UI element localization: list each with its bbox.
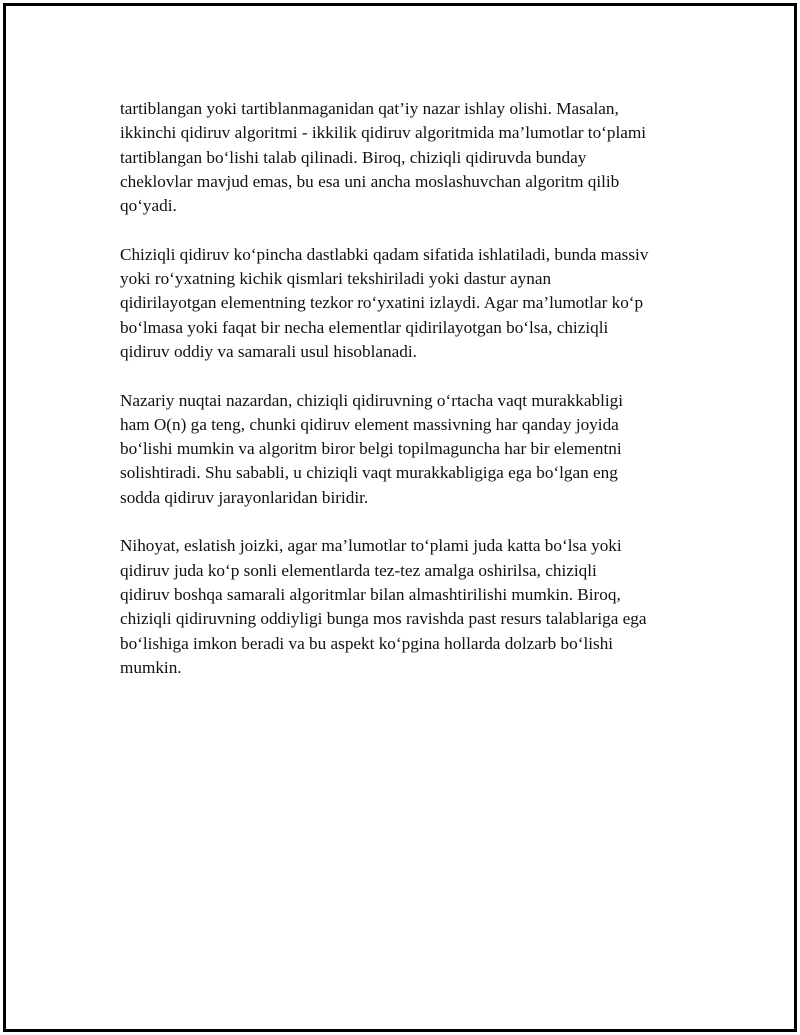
text-line: sodda qidiruv jarayonlaridan biridir.	[120, 487, 369, 507]
paragraph-1	[120, 97, 700, 218]
paragraph-2	[120, 243, 700, 364]
text-line: Nazariy nuqtai nazardan, chiziqli qidiruvning o‘rtacha vaqt murakkabligi	[120, 390, 624, 410]
text-line: mumkin.	[120, 657, 182, 677]
text-line: ikkinchi qidiruv algoritmi - ikkilik qidiruv algoritmida ma’lumotlar to‘plami	[120, 123, 647, 143]
page-frame	[3, 3, 797, 1032]
text-line: qidirilayotgan elementning tezkor ro‘yxatini izlaydi. Agar ma’lumotlar ko‘p	[120, 293, 644, 313]
text-line: qidiruv juda ko‘p sonli elementlarda tez-tez amalga oshirilsa, chiziqli	[120, 560, 597, 580]
text-line: bo‘lishiga imkon beradi va bu aspekt ko‘pgina hollarda dolzarb bo‘lishi	[120, 633, 614, 653]
text-line: Chiziqli qidiruv ko‘pincha dastlabki qadam sifatida ishlatiladi, bunda massiv	[120, 244, 649, 264]
text-line: tartiblangan yoki tartiblanmaganidan qat’iy nazar ishlay olishi. Masalan,	[120, 99, 619, 118]
text-line: yoki ro‘yxatning kichik qismlari tekshiriladi yoki dastur aynan	[120, 269, 552, 289]
document-body	[120, 97, 700, 704]
text-line: solishtiradi. Shu sababli, u chiziqli vaqt murakkabligiga ega bo‘lgan eng	[120, 463, 618, 483]
text-line: cheklovlar mavjud emas, bu esa uni ancha moslashuvchan algoritm qilib	[120, 171, 620, 191]
paragraph-4	[120, 534, 700, 680]
paragraph-3	[120, 389, 700, 510]
text-line: qo‘yadi.	[120, 196, 177, 216]
text-line: tartiblangan bo‘lishi talab qilinadi. Biroq, chiziqli qidiruvda bunday	[120, 147, 587, 167]
text-line: Nihoyat, eslatish joizki, agar ma’lumotlar to‘plami juda katta bo‘lsa yoki	[120, 536, 622, 556]
text-line: bo‘lishi mumkin va algoritm biror belgi topilmaguncha har bir elementni	[120, 439, 622, 459]
text-line: ham O(n) ga teng, chunki qidiruv element massivning har qanday joyida	[120, 414, 619, 434]
text-line: qidiruv boshqa samarali algoritmlar bilan almashtirilishi mumkin. Biroq,	[120, 584, 621, 604]
text-line: chiziqli qidiruvning oddiyligi bunga mos ravishda past resurs talablariga ega	[120, 609, 647, 629]
text-line: bo‘lmasa yoki faqat bir necha elementlar qidirilayotgan bo‘lsa, chiziqli	[120, 317, 609, 337]
text-line: qidiruv oddiy va samarali usul hisoblanadi.	[120, 341, 417, 361]
